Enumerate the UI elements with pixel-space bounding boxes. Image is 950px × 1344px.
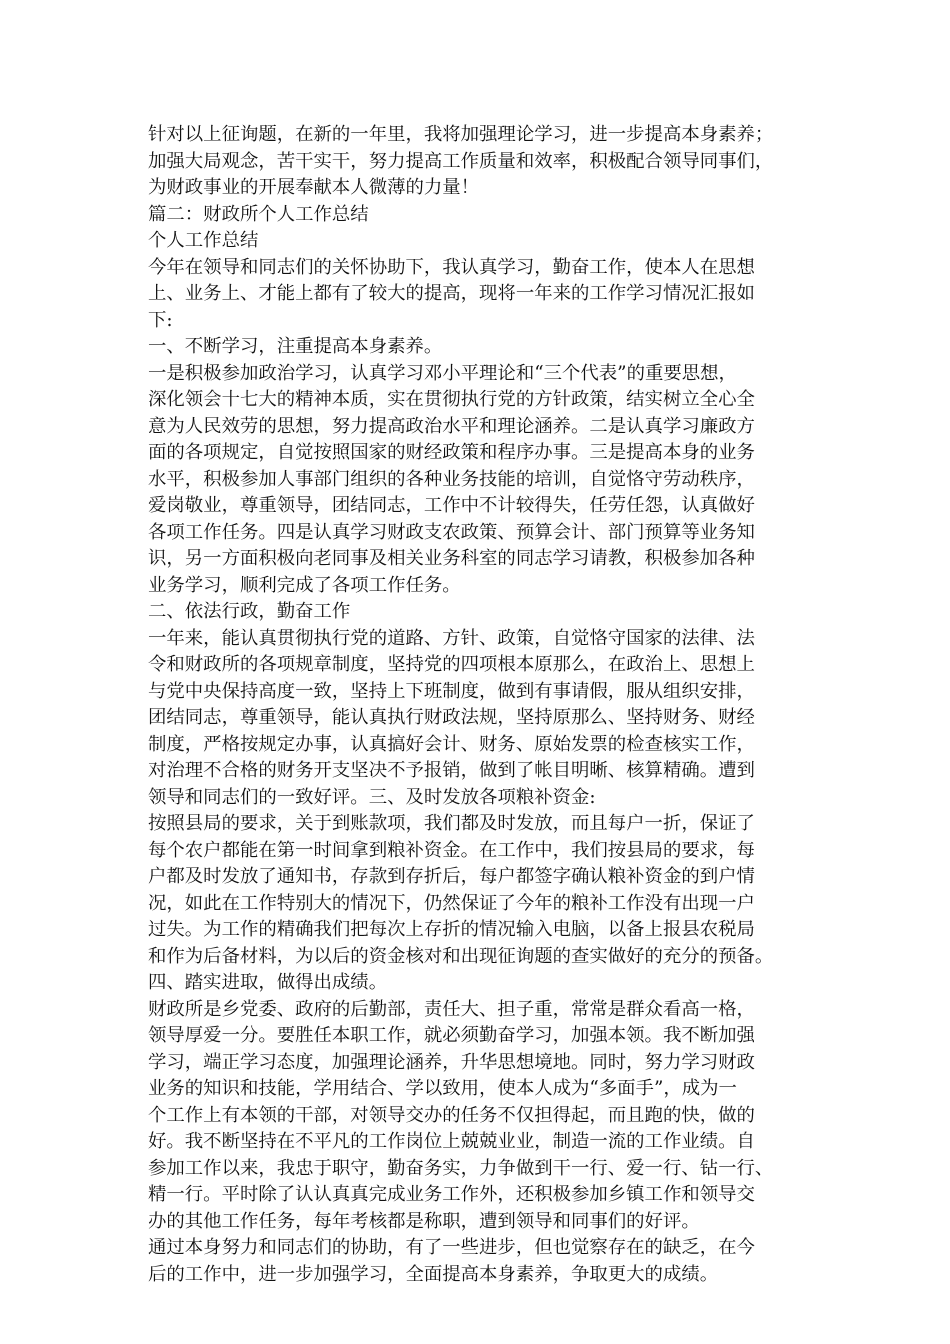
- text-line: 深化领会十七大的精神本质，实在贯彻执行党的方针政策，结实树立全心全: [148, 389, 755, 410]
- document-body: [148, 122, 808, 1288]
- text-line: 制度，严格按规定办事，认真搞好会计、财务、原始发票的检查核实工作，: [148, 733, 755, 755]
- section-heading: 二、依法行政，勤奋工作: [148, 601, 351, 622]
- text-line: 通过本身努力和同志们的协助，有了一些进步，但也觉察存在的缺乏，在今: [148, 1237, 755, 1258]
- text-line: 户都及时发放了通知书，存款到存折后，每户都签字确认粮补资金的到户情: [148, 866, 755, 887]
- text-line: 过失。为工作的精确我们把每次上存折的情况输入电脑，以备上报县农税局: [148, 919, 755, 940]
- section-heading: 四、踏实进取，做得出成绩。: [148, 972, 388, 993]
- text-line: 上、业务上、才能上都有了较大的提高，现将一年来的工作学习情况汇报如: [148, 283, 755, 304]
- text-line: 水平，积极参加人事部门组织的各种业务技能的培训，自觉恪守劳动秩序，: [148, 468, 755, 490]
- text-line: 精一行。平时除了认认真真完成业务工作外，还积极参加乡镇工作和领导交: [148, 1184, 755, 1205]
- text-line: 参加工作以来，我忠于职守，勤奋务实，力争做到干一行、爱一行、钻一行、: [148, 1157, 774, 1179]
- text-line: 财政所是乡党委、政府的后勤部，责任大、担子重，常常是群众看高一格，: [148, 998, 755, 1020]
- text-line: 团结同志，尊重领导，能认真执行财政法规，坚持原那么、坚持财务、财经: [148, 707, 755, 728]
- text-line: 意为人民效劳的思想，努力提高政治水平和理论涵养。二是认真学习廉政方: [148, 415, 755, 437]
- text-line: 业务的知识和技能，学用结合、学以致用，使本人成为“多面手”，成为一: [148, 1078, 737, 1099]
- text-line: 与党中央保持高度一致，坚持上下班制度，做到有事请假，服从组织安排，: [148, 680, 755, 702]
- text-line: 识，另一方面积极向老同事及相关业务科室的同志学习请教，积极参加各种: [148, 548, 755, 569]
- text-line: 为财政事业的开展奉献本人微薄的力量！: [148, 177, 480, 198]
- text-line: 今年在领导和同志们的关怀协助下，我认真学习，勤奋工作，使本人在思想: [148, 256, 755, 278]
- section-heading: 一、不断学习，注重提高本身素养。: [148, 336, 443, 357]
- text-line: 和作为后备材料，为以后的资金核对和出现征询题的查实做好的充分的预备。: [148, 945, 774, 967]
- text-line: 每个农户都能在第一时间拿到粮补资金。在工作中，我们按县局的要求，每: [148, 839, 755, 861]
- text-line: 面的各项规定，自觉按照国家的财经政策和程序办事。三是提高本身的业务: [148, 442, 755, 463]
- text-line: 个工作上有本领的干部，对领导交办的任务不仅担得起，而且跑的快，做的: [148, 1104, 755, 1126]
- text-line: 办的其他工作任务，每年考核都是称职，遭到领导和同事们的好评。: [148, 1210, 700, 1232]
- text-line: 加强大局观念，苦干实干，努力提高工作质量和效率，积极配合领导同事们，: [148, 150, 774, 172]
- text-line: 学习，端正学习态度，加强理论涵养，升华思想境地。同时，努力学习财政: [148, 1051, 755, 1073]
- text-line: 领导和同志们的一致好评。三、及时发放各项粮补资金:: [148, 786, 596, 808]
- text-line: 按照县局的要求，关于到账款项，我们都及时发放，而且每户一折，保证了: [148, 813, 755, 834]
- text-line: 业务学习，顺利完成了各项工作任务。: [148, 574, 461, 596]
- text-line: 领导厚爱一分。要胜任本职工作，就必须勤奋学习，加强本领。我不断加强: [148, 1025, 755, 1046]
- text-line: 好。我不断坚持在不平凡的工作岗位上兢兢业业，制造一流的工作业绩。自: [148, 1131, 755, 1152]
- text-line: 爱岗敬业，尊重领导，团结同志，工作中不计较得失，任劳任怨，认真做好: [148, 495, 755, 516]
- text-line: 一是积极参加政治学习，认真学习邓小平理论和“三个代表”的重要思想，: [148, 362, 737, 384]
- text-line: 后的工作中，进一步加强学习，全面提高本身素养，争取更大的成绩。: [148, 1263, 719, 1285]
- text-line: 一年来，能认真贯彻执行党的道路、方针、政策，自觉恪守国家的法律、法: [148, 627, 755, 649]
- text-line: 针对以上征询题，在新的一年里，我将加强理论学习，进一步提高本身素养；: [148, 124, 774, 145]
- text-line: 令和财政所的各项规章制度，坚持党的四项根本原那么，在政治上、思想上: [148, 654, 755, 675]
- text-line: 下:: [148, 309, 173, 331]
- document-title: 个人工作总结: [148, 230, 259, 251]
- text-line: 对治理不合格的财务开支坚决不予报销，做到了帐目明晰、核算精确。遭到: [148, 760, 755, 781]
- text-line: 况，如此在工作特别大的情况下，仍然保证了今年的粮补工作没有出现一户: [148, 892, 755, 914]
- section-heading: 篇二：财政所个人工作总结: [148, 203, 369, 225]
- text-line: 各项工作任务。四是认真学习财政支农政策、预算会计、部门预算等业务知: [148, 521, 755, 543]
